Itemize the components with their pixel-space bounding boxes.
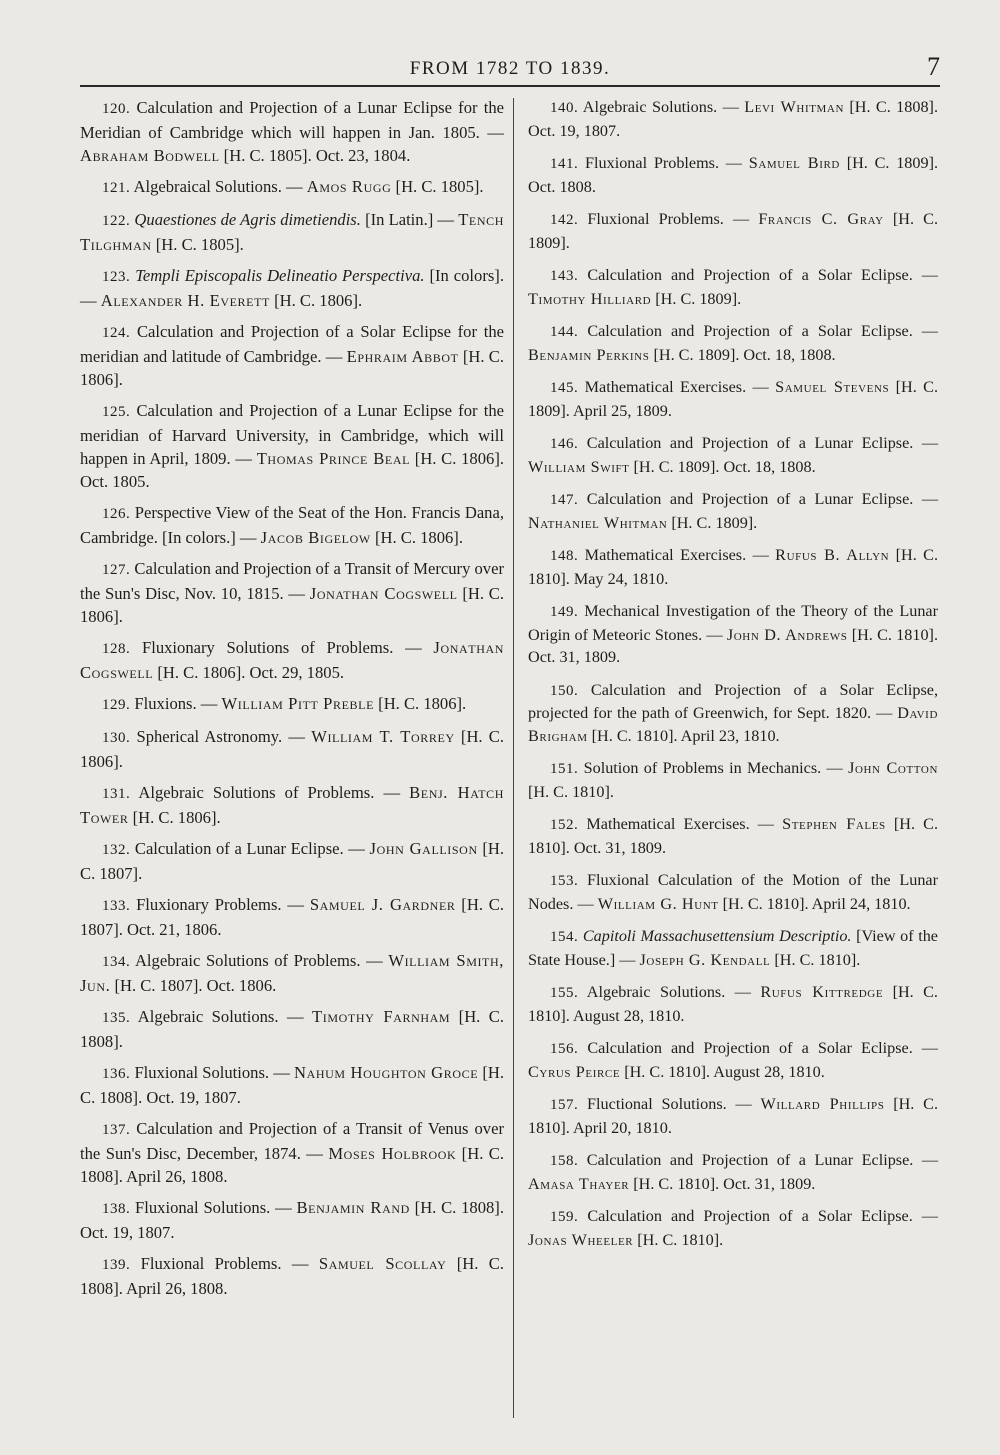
entry-author-name: Tench Tilghman: [80, 210, 504, 254]
catalog-entry: [80, 208, 504, 256]
entry-class-date: [H. C. 1808].: [80, 1007, 504, 1051]
entry-class-date: [H. C. 1805].: [151, 235, 244, 254]
catalog-entry: [528, 488, 938, 534]
catalog-entry: [528, 679, 938, 748]
entry-author-name: Jonathan Cogswell: [80, 638, 504, 682]
entry-text: Fluxionary Solutions of Problems. —: [141, 638, 434, 657]
catalog-entry: [528, 96, 938, 142]
page-number: 7: [927, 52, 940, 81]
entry-author-name: Benjamin Perkins: [528, 345, 650, 364]
catalog-entry: [528, 1037, 938, 1083]
entry-author-name: Samuel J. Gardner: [309, 895, 456, 914]
entry-number: 131.: [102, 786, 131, 802]
catalog-entry: [80, 636, 504, 684]
entry-number: 130.: [102, 730, 131, 746]
entry-author-name: Rufus Kittredge: [760, 983, 884, 1001]
entry-text: Calculation and Projection of a Lunar Eclipse. —: [586, 490, 939, 508]
catalog-entry: [80, 1061, 504, 1109]
entry-author-name: Moses Holbrook: [328, 1144, 457, 1163]
entry-number: 132.: [102, 842, 131, 858]
entry-class-date: [H. C. 1806].: [269, 291, 363, 310]
entry-class-date: [H. C. 1808]. April 26, 1808.: [80, 1254, 504, 1298]
entry-author-name: Alexander H. Everett: [100, 291, 270, 310]
catalog-entry: [80, 264, 504, 312]
entry-text: Calculation and Projection of a Transit of Mercury over the Sun's Disc, Nov. 10, 1815. —: [80, 559, 504, 603]
entry-number: 153.: [550, 873, 579, 889]
entry-number: 144.: [550, 324, 579, 340]
entry-author-name: Samuel Scollay: [318, 1254, 447, 1273]
entry-class-date: [H. C. 1806]. Oct. 29, 1805.: [153, 663, 345, 682]
entry-number: 159.: [550, 1209, 579, 1225]
entry-number: 127.: [102, 562, 131, 578]
entry-number: 126.: [102, 506, 131, 522]
right-column: [528, 96, 938, 1261]
entry-author-name: Willard Phillips: [760, 1095, 885, 1113]
entry-author-name: William G. Hunt: [597, 894, 719, 913]
entry-number: 150.: [550, 682, 579, 699]
entry-text: [View of the State House.] —: [528, 927, 938, 969]
entry-class-date: [H. C. 1806].: [80, 727, 505, 771]
entry-number: 133.: [102, 898, 131, 914]
entry-number: 129.: [102, 697, 131, 713]
entry-author-name: Levi Whitman: [744, 98, 844, 116]
entry-author-name: Jacob Bigelow: [260, 528, 371, 547]
entry-number: 149.: [550, 604, 579, 620]
entry-class-date: [H. C. 1806].: [80, 584, 504, 626]
entry-number: 128.: [102, 641, 131, 657]
running-head-title: FROM 1782 TO 1839.: [409, 58, 611, 79]
entry-number: 148.: [550, 548, 579, 564]
entry-text: Calculation and Projection of a Solar Eclipse. —: [587, 322, 938, 340]
entry-class-date: [H. C. 1808]. Oct. 19, 1807.: [80, 1198, 504, 1242]
catalog-entry: [80, 725, 504, 773]
entry-text: Algebraic Solutions of Problems. —: [134, 951, 389, 970]
entry-class-date: [H. C. 1809].: [528, 210, 938, 252]
entry-author-name: Timothy Hilliard: [528, 289, 652, 308]
entry-author-name: William Swift: [528, 457, 630, 476]
entry-author-name: Benjamin Rand: [296, 1198, 410, 1217]
entry-text: Calculation of a Lunar Eclipse. —: [134, 839, 370, 858]
entry-author-name: Ephraim Abbot: [346, 347, 459, 366]
entry-number: 137.: [102, 1122, 131, 1138]
entry-class-date: [H. C. 1810]. August 28, 1810.: [620, 1062, 825, 1081]
entry-text: Perspective View of the Seat of the Hon. Francis Dana, Cambridge. [In colors.] —: [80, 503, 504, 547]
entry-number: 134.: [102, 954, 131, 970]
entry-class-date: [H. C. 1810].: [770, 950, 861, 969]
entry-class-date: [H. C. 1809]. Oct. 1808.: [528, 154, 939, 196]
header-rule: [80, 85, 940, 87]
catalog-entry: [528, 757, 938, 803]
entry-number: 138.: [102, 1201, 131, 1217]
catalog-entry: [528, 600, 938, 669]
entry-class-date: [H. C. 1810]. Oct. 31, 1809.: [629, 1174, 816, 1193]
entry-text: [In colors]. —: [80, 266, 504, 310]
entry-number: 155.: [550, 985, 579, 1001]
entry-class-date: [H. C. 1806].: [80, 347, 505, 389]
catalog-entry: [528, 152, 938, 198]
entry-text: Mathematical Exercises. —: [584, 378, 776, 396]
catalog-entry: [80, 1005, 504, 1053]
catalog-entry: [80, 1196, 504, 1244]
entry-author-name: Thomas Prince Beal: [256, 449, 411, 468]
catalog-entry: [528, 208, 938, 254]
entry-author-name: Benj. Hatch Tower: [80, 783, 504, 827]
entry-author-name: Nahum Houghton Groce: [294, 1063, 479, 1082]
entry-text: [In Latin.] —: [360, 210, 459, 229]
entry-italic-title: Capitoli Massachusettensium Descriptio.: [582, 927, 852, 945]
entry-author-name: Joseph G. Kendall: [639, 950, 771, 969]
entry-class-date: [H. C. 1806].: [128, 808, 221, 827]
entry-text: Fluxional Solutions. —: [135, 1198, 297, 1217]
entry-number: 142.: [550, 212, 579, 228]
running-head: [80, 52, 940, 88]
catalog-entry: [80, 1252, 504, 1300]
entry-class-date: [H. C. 1809].: [651, 289, 742, 308]
entry-author-name: Samuel Bird: [748, 154, 840, 172]
entry-author-name: Francis C. Gray: [758, 210, 884, 228]
entry-text: Algebraic Solutions. —: [586, 983, 761, 1001]
catalog-entry: [528, 813, 938, 859]
entry-text: Mathematical Exercises. —: [586, 815, 783, 833]
column-divider: [513, 98, 514, 1418]
entry-text: Calculation and Projection of a Lunar Eclipse for the Meridian of Cambridge which will happen in Jan. 1805. —: [80, 98, 504, 142]
entry-number: 123.: [102, 269, 131, 285]
entry-class-date: [H. C. 1810]. Oct. 31, 1809.: [528, 625, 938, 666]
entry-text: Fluxional Solutions. —: [134, 1063, 295, 1082]
entry-class-date: [H. C. 1808]. Oct. 19, 1807.: [80, 1063, 504, 1107]
entry-text: Algebraic Solutions of Problems. —: [138, 783, 410, 802]
entry-class-date: [H. C. 1807].: [80, 839, 505, 883]
catalog-entry: [528, 432, 938, 478]
catalog-entry: [80, 501, 504, 549]
entry-author-name: John D. Andrews: [726, 625, 848, 644]
entry-class-date: [H. C. 1809]. April 25, 1809.: [528, 378, 938, 420]
entry-author-name: William T. Torrey: [311, 727, 455, 746]
left-column: [80, 96, 504, 1308]
entry-number: 147.: [550, 492, 579, 508]
entry-number: 122.: [102, 213, 131, 229]
entry-number: 140.: [550, 100, 579, 116]
catalog-entry: [80, 96, 504, 167]
entry-text: Calculation and Projection of a Solar Eclipse, projected for the path of Greenwich, for Sept. 1820. —: [528, 680, 939, 722]
catalog-entry: [80, 692, 504, 717]
entry-number: 135.: [102, 1010, 131, 1026]
entry-number: 141.: [550, 156, 579, 172]
entry-author-name: Nathaniel Whitman: [528, 513, 668, 532]
catalog-entry: [80, 949, 504, 997]
entry-text: Calculation and Projection of a Solar Eclipse for the meridian and latitude of Cambridge. —: [80, 322, 504, 366]
catalog-entry: [80, 399, 504, 493]
entry-author-name: Jonathan Cogswell: [309, 584, 458, 603]
entry-class-date: [H. C. 1810]. April 24, 1810.: [718, 894, 911, 913]
entry-text: Mechanical Investigation of the Theory of the Lunar Origin of Meteoric Stones. —: [528, 602, 938, 644]
entry-number: 136.: [102, 1066, 131, 1082]
catalog-entry: [528, 376, 938, 422]
entry-author-name: David Brigham: [528, 704, 938, 745]
entry-text: Algebraic Solutions. —: [137, 1007, 313, 1026]
entry-number: 143.: [550, 268, 579, 284]
entry-author-name: Rufus B. Allyn: [775, 546, 890, 564]
entry-text: Fluxionary Problems. —: [136, 895, 310, 914]
entry-class-date: [H. C. 1806].: [374, 694, 467, 713]
entry-text: Mathematical Exercises. —: [584, 546, 776, 564]
catalog-entry: [80, 893, 504, 941]
entry-text: Calculation and Projection of a Lunar Eclipse for the meridian of Harvard University, in Cambridge, which will happen in April, 1809. —: [80, 401, 504, 468]
entry-class-date: [H. C. 1808]. April 26, 1808.: [80, 1144, 504, 1186]
entry-author-name: John Gallison: [369, 839, 478, 858]
entry-text: Calculation and Projection of a Transit of Venus over the Sun's Disc, December, 1874. —: [80, 1119, 504, 1163]
entry-number: 120.: [102, 101, 131, 117]
catalog-entry: [528, 1149, 938, 1195]
entry-class-date: [H. C. 1808]. Oct. 19, 1807.: [528, 98, 938, 140]
entry-class-date: [H. C. 1810]. May 24, 1810.: [528, 546, 939, 588]
catalog-entry: [80, 837, 504, 885]
catalog-entry: [80, 320, 504, 391]
entry-number: 158.: [550, 1153, 579, 1169]
catalog-entry: [528, 925, 938, 971]
entry-class-date: [H. C. 1810].: [528, 782, 614, 801]
entry-class-date: [H. C. 1810]. August 28, 1810.: [528, 983, 938, 1025]
entry-author-name: Jonas Wheeler: [528, 1230, 634, 1249]
entry-class-date: [H. C. 1809]. Oct. 18, 1808.: [629, 457, 816, 476]
entry-text: Calculation and Projection of a Lunar Eclipse. —: [586, 1151, 939, 1169]
entry-author-name: Cyrus Peirce: [528, 1062, 621, 1081]
entry-class-date: [H. C. 1810].: [633, 1230, 724, 1249]
entry-number: 151.: [550, 761, 579, 777]
entry-author-name: William Pitt Preble: [221, 694, 375, 713]
entry-italic-title: Templi Episcopalis Delineatio Perspectiva.: [135, 266, 425, 285]
entry-class-date: [H. C. 1807]. Oct. 21, 1806.: [80, 895, 505, 939]
entry-text: Algebraic Solutions. —: [582, 98, 745, 116]
entry-number: 156.: [550, 1041, 579, 1057]
entry-number: 121.: [102, 180, 131, 196]
catalog-entry: [80, 175, 504, 200]
entry-text: Calculation and Projection of a Lunar Eclipse. —: [586, 434, 939, 452]
entry-text: Calculation and Projection of a Solar Eclipse. —: [587, 1207, 938, 1225]
catalog-entry: [80, 1117, 504, 1188]
entry-number: 154.: [550, 929, 579, 945]
entry-author-name: John Cotton: [848, 759, 938, 777]
entry-class-date: [H. C. 1806]. Oct. 1805.: [80, 449, 504, 491]
entry-class-date: [H. C. 1807]. Oct. 1806.: [110, 976, 277, 995]
entry-text: Fluxional Calculation of the Motion of the Lunar Nodes. —: [528, 871, 938, 913]
entry-text: Calculation and Projection of a Solar Eclipse. —: [587, 266, 938, 284]
catalog-entry: [528, 544, 938, 590]
entry-text: Spherical Astronomy. —: [136, 727, 312, 746]
entry-author-name: Abraham Bodwell: [80, 146, 220, 165]
entry-number: 139.: [102, 1257, 131, 1273]
entry-text: Fluctional Solutions. —: [587, 1095, 761, 1113]
entry-class-date: [H. C. 1806].: [370, 528, 463, 547]
entry-author-name: Amasa Thayer: [528, 1174, 630, 1193]
entry-author-name: Samuel Stevens: [775, 378, 890, 396]
entry-text: Fluxional Problems. —: [587, 210, 759, 228]
entry-class-date: [H. C. 1810]. April 23, 1810.: [587, 726, 780, 745]
entry-author-name: Amos Rugg: [306, 177, 392, 196]
entry-class-date: [H. C. 1810]. April 20, 1810.: [528, 1095, 938, 1137]
entry-text: Fluxional Problems. —: [140, 1254, 319, 1273]
catalog-entry: [528, 981, 938, 1027]
entry-number: 146.: [550, 436, 579, 452]
entry-class-date: [H. C. 1809].: [667, 513, 758, 532]
entry-author-name: Timothy Farnham: [312, 1007, 451, 1026]
catalog-entry: [528, 869, 938, 915]
entry-number: 125.: [102, 404, 131, 420]
catalog-entry: [528, 320, 938, 366]
entry-text: Algebraical Solutions. —: [133, 177, 307, 196]
entry-class-date: [H. C. 1810]. Oct. 31, 1809.: [528, 815, 939, 857]
catalog-entry: [528, 1093, 938, 1139]
entry-author-name: Stephen Fales: [782, 815, 886, 833]
catalog-entry: [80, 781, 504, 829]
entry-author-name: William Smith, Jun.: [80, 951, 504, 995]
entry-text: Fluxional Problems. —: [585, 154, 749, 172]
entry-class-date: [H. C. 1809]. Oct. 18, 1808.: [649, 345, 836, 364]
catalog-entry: [80, 557, 504, 628]
entry-text: Calculation and Projection of a Solar Eclipse. —: [587, 1039, 938, 1057]
entry-number: 124.: [102, 325, 131, 341]
entry-italic-title: Quaestiones de Agris dimetiendis.: [134, 210, 361, 229]
entry-text: Fluxions. —: [134, 694, 222, 713]
entry-text: Solution of Problems in Mechanics. —: [583, 759, 849, 777]
entry-number: 145.: [550, 380, 579, 396]
entry-number: 157.: [550, 1097, 579, 1113]
catalog-entry: [528, 264, 938, 310]
entry-class-date: [H. C. 1805].: [391, 177, 484, 196]
entry-number: 152.: [550, 817, 579, 833]
catalog-entry: [528, 1205, 938, 1251]
entry-class-date: [H. C. 1805]. Oct. 23, 1804.: [219, 146, 411, 165]
